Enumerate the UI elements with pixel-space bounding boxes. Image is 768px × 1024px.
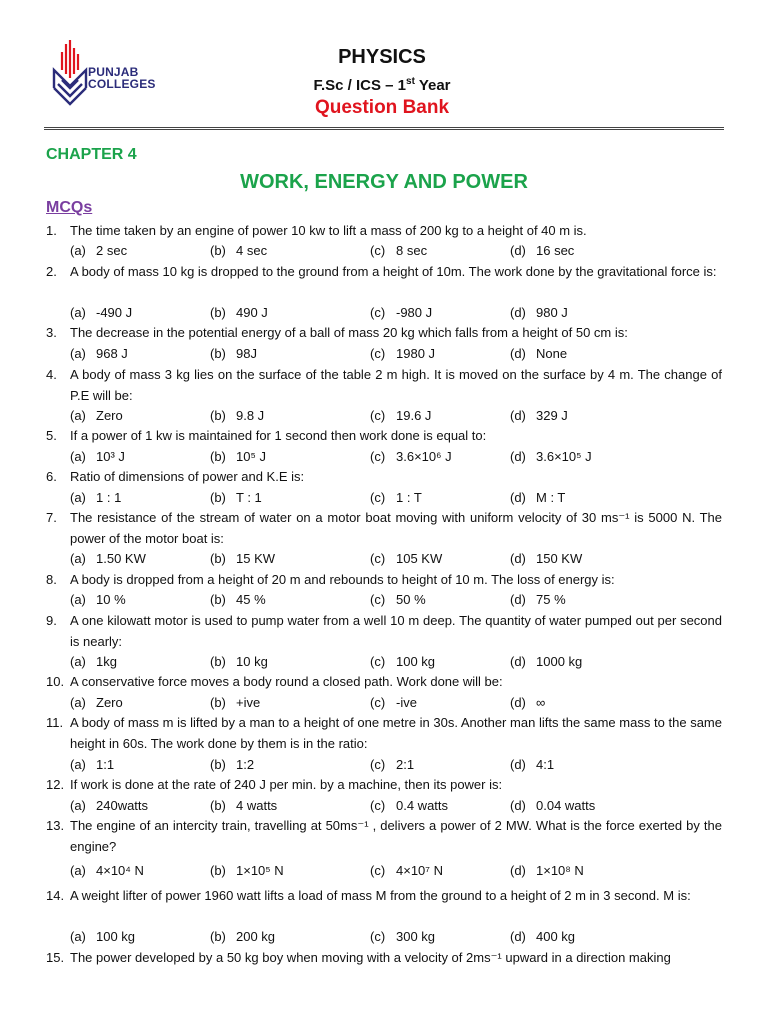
question-number: 15. <box>46 950 65 965</box>
option-value: 3.6×10⁶ J <box>396 449 452 464</box>
question-7 <box>46 507 722 549</box>
option-a <box>70 651 117 672</box>
option-c <box>370 343 435 364</box>
options-row <box>70 548 630 569</box>
options-row <box>70 343 630 364</box>
question-number: 11. <box>46 715 64 730</box>
option-c <box>370 302 432 323</box>
option-d <box>510 302 568 323</box>
option-label: (c) <box>370 798 386 813</box>
option-value: 50 % <box>396 592 426 607</box>
option-label: (b) <box>210 449 226 464</box>
option-value: 200 kg <box>236 929 276 944</box>
option-b <box>210 926 275 947</box>
option-value: 3.6×10⁵ J <box>536 449 592 464</box>
chapter-label: CHAPTER 4 <box>46 146 137 163</box>
question-5 <box>46 425 722 446</box>
option-label: (d) <box>510 654 526 669</box>
options-row <box>70 446 630 467</box>
option-label: (d) <box>510 346 526 361</box>
option-d <box>510 548 582 569</box>
question-15 <box>46 947 722 968</box>
question-12 <box>46 774 722 795</box>
question-4 <box>46 364 722 406</box>
option-d <box>510 860 584 881</box>
option-label: (d) <box>510 408 526 423</box>
option-label: (b) <box>210 346 226 361</box>
option-b <box>210 487 262 508</box>
option-label: (c) <box>370 654 386 669</box>
option-value: 4 watts <box>236 798 278 813</box>
option-value: 968 J <box>96 346 128 361</box>
options-row <box>70 651 630 672</box>
option-c <box>370 446 452 467</box>
option-value: 4:1 <box>536 757 555 772</box>
option-d <box>510 240 574 261</box>
question-text: If work is done at the rate of 240 J per min. by a machine, then its power is: <box>70 777 503 792</box>
option-value: -490 J <box>96 305 133 320</box>
option-value: 1 : T <box>396 490 422 505</box>
question-number: 14. <box>46 888 65 903</box>
option-label: (b) <box>210 551 226 566</box>
option-label: (c) <box>370 408 386 423</box>
option-b <box>210 860 284 881</box>
option-label: (d) <box>510 695 526 710</box>
option-a <box>70 754 114 775</box>
options-row <box>70 240 630 261</box>
option-value: 100 kg <box>396 654 436 669</box>
option-value: 0.04 watts <box>536 798 596 813</box>
header-divider <box>44 127 724 132</box>
option-value: 400 kg <box>536 929 576 944</box>
option-b <box>210 692 260 713</box>
option-value: 300 kg <box>396 929 436 944</box>
option-value: 2:1 <box>396 757 415 772</box>
option-value: -ive <box>396 695 417 710</box>
option-a <box>70 487 121 508</box>
option-d <box>510 405 568 426</box>
option-label: (a) <box>70 305 86 320</box>
option-value: T : 1 <box>236 490 262 505</box>
question-text: The resistance of the stream of water on a motor boat moving with uniform velocity of 30 ms⁻¹ is 5000 N. The power of the motor boat is: <box>70 510 722 546</box>
options-row <box>70 302 630 323</box>
option-d <box>510 589 566 610</box>
option-value: 980 J <box>536 305 568 320</box>
option-c <box>370 795 448 816</box>
option-value: 1:2 <box>236 757 255 772</box>
options-row <box>70 487 630 508</box>
question-8 <box>46 569 722 590</box>
option-label: (b) <box>210 490 226 505</box>
question-6 <box>46 466 722 487</box>
option-label: (a) <box>70 654 86 669</box>
option-value: Zero <box>96 695 123 710</box>
options-row <box>70 754 630 775</box>
option-label: (d) <box>510 929 526 944</box>
question-text: A body is dropped from a height of 20 m and rebounds to height of 10 m. The loss of energy is: <box>70 572 615 587</box>
option-value: 45 % <box>236 592 266 607</box>
option-b <box>210 302 268 323</box>
question-11 <box>46 712 722 754</box>
option-label: (b) <box>210 592 226 607</box>
option-value: 10 kg <box>236 654 268 669</box>
option-value: 1kg <box>96 654 117 669</box>
option-label: (b) <box>210 305 226 320</box>
option-value: 1 : 1 <box>96 490 122 505</box>
question-number: 13. <box>46 818 65 833</box>
option-a <box>70 302 132 323</box>
class-suffix: Year <box>414 77 451 94</box>
option-value: 2 sec <box>96 243 128 258</box>
logo-line2: COLLEGES <box>88 77 156 91</box>
option-label: (a) <box>70 592 86 607</box>
options-row <box>70 589 630 610</box>
option-value: 19.6 J <box>396 408 432 423</box>
options-row <box>70 860 630 881</box>
question-13 <box>46 815 722 857</box>
option-d <box>510 795 595 816</box>
option-value: 8 sec <box>396 243 428 258</box>
option-value: 0.4 watts <box>396 798 449 813</box>
option-label: (c) <box>370 929 386 944</box>
option-d <box>510 343 567 364</box>
option-value: 1×10⁸ N <box>536 863 584 878</box>
option-label: (b) <box>210 757 226 772</box>
option-c <box>370 487 422 508</box>
question-3 <box>46 322 722 343</box>
option-label: (a) <box>70 490 86 505</box>
option-label: (d) <box>510 305 526 320</box>
question-text: A body of mass 3 kg lies on the surface of the table 2 m high. It is moved on the surface by 4 m. The change of P.E will be: <box>70 367 722 403</box>
option-b <box>210 795 277 816</box>
option-label: (a) <box>70 346 86 361</box>
question-number: 6. <box>46 469 57 484</box>
question-number: 10. <box>46 674 65 689</box>
option-value: M : T <box>536 490 566 505</box>
option-b <box>210 446 266 467</box>
option-label: (c) <box>370 243 386 258</box>
option-c <box>370 754 414 775</box>
option-label: (b) <box>210 863 226 878</box>
question-text: The engine of an intercity train, travelling at 50ms⁻¹ , delivers a power of 2 MW. What is the force exerted by the engine? <box>70 818 722 854</box>
option-label: (d) <box>510 592 526 607</box>
option-a <box>70 446 125 467</box>
question-number: 2. <box>46 264 57 279</box>
option-value: 4×10⁴ N <box>96 863 144 878</box>
option-b <box>210 343 257 364</box>
option-a <box>70 692 123 713</box>
option-b <box>210 589 266 610</box>
question-number: 4. <box>46 367 57 382</box>
option-c <box>370 926 435 947</box>
question-number: 8. <box>46 572 57 587</box>
question-14 <box>46 885 722 906</box>
option-value: 75 % <box>536 592 566 607</box>
option-b <box>210 651 268 672</box>
option-c <box>370 692 417 713</box>
option-value: ∞ <box>536 695 546 710</box>
question-9 <box>46 610 722 652</box>
question-text: The power developed by a 50 kg boy when moving with a velocity of 2ms⁻¹ upward in a direction making <box>70 950 671 965</box>
option-label: (a) <box>70 695 86 710</box>
option-label: (b) <box>210 408 226 423</box>
question-2 <box>46 261 722 282</box>
options-row <box>70 405 630 426</box>
option-value: 9.8 J <box>236 408 265 423</box>
option-value: 240watts <box>96 798 149 813</box>
option-label: (b) <box>210 695 226 710</box>
topic-title: WORK, ENERGY AND POWER <box>240 171 528 193</box>
option-value: 98J <box>236 346 257 361</box>
option-label: (b) <box>210 798 226 813</box>
option-c <box>370 548 442 569</box>
question-text: Ratio of dimensions of power and K.E is: <box>70 469 305 484</box>
option-label: (a) <box>70 551 86 566</box>
option-value: 329 J <box>536 408 568 423</box>
subject-title: PHYSICS <box>338 46 426 68</box>
options-row <box>70 926 630 947</box>
option-value: 490 J <box>236 305 268 320</box>
option-label: (a) <box>70 757 86 772</box>
option-a <box>70 795 148 816</box>
option-b <box>210 754 254 775</box>
option-label: (d) <box>510 798 526 813</box>
option-c <box>370 240 427 261</box>
option-value: 10⁵ J <box>236 449 266 464</box>
question-text: A weight lifter of power 1960 watt lifts a load of mass M from the ground to a height of 2 m in 3 second. M is: <box>70 888 691 903</box>
option-c <box>370 860 443 881</box>
option-label: (c) <box>370 695 386 710</box>
option-value: 4×10⁷ N <box>396 863 443 878</box>
option-label: (c) <box>370 551 386 566</box>
options-row <box>70 795 630 816</box>
option-value: Zero <box>96 408 123 423</box>
option-label: (d) <box>510 757 526 772</box>
option-label: (a) <box>70 243 86 258</box>
option-value: 1980 J <box>396 346 436 361</box>
option-label: (c) <box>370 757 386 772</box>
option-d <box>510 926 575 947</box>
option-value: 100 kg <box>96 929 136 944</box>
option-label: (b) <box>210 243 226 258</box>
logo-line1: PUNJAB <box>88 65 139 79</box>
option-value: 1000 kg <box>536 654 583 669</box>
option-value: 105 KW <box>396 551 443 566</box>
option-value: 15 KW <box>236 551 276 566</box>
question-number: 1. <box>46 223 57 238</box>
option-label: (d) <box>510 449 526 464</box>
class-prefix: F.Sc / ICS – 1 <box>313 77 407 94</box>
option-value: 1.50 KW <box>96 551 146 566</box>
question-bank-title: Question Bank <box>314 97 450 118</box>
question-number: 12. <box>46 777 65 792</box>
option-label: (c) <box>370 863 386 878</box>
question-text: The decrease in the potential energy of a ball of mass 20 kg which falls from a height of 50 cm is: <box>70 325 628 340</box>
option-value: 1×10⁵ N <box>236 863 284 878</box>
option-d <box>510 487 565 508</box>
option-label: (c) <box>370 449 386 464</box>
option-label: (c) <box>370 346 386 361</box>
question-number: 3. <box>46 325 57 340</box>
section-heading: MCQs <box>46 199 93 216</box>
option-a <box>70 240 127 261</box>
option-label: (a) <box>70 863 86 878</box>
option-label: (d) <box>510 551 526 566</box>
option-c <box>370 589 426 610</box>
question-text: If a power of 1 kw is maintained for 1 second then work done is equal to: <box>70 428 487 443</box>
option-d <box>510 446 592 467</box>
option-label: (d) <box>510 243 526 258</box>
option-value: +ive <box>236 695 261 710</box>
option-value: 10³ J <box>96 449 125 464</box>
option-value: -980 J <box>396 305 433 320</box>
option-value: 1:1 <box>96 757 115 772</box>
option-label: (a) <box>70 449 86 464</box>
question-1 <box>46 220 722 241</box>
option-label: (b) <box>210 654 226 669</box>
option-label: (c) <box>370 592 386 607</box>
option-a <box>70 926 135 947</box>
option-label: (c) <box>370 490 386 505</box>
option-value: 4 sec <box>236 243 268 258</box>
option-a <box>70 589 126 610</box>
question-text: A one kilowatt motor is used to pump water from a well 10 m deep. The quantity of water pumped out per second is nearly: <box>70 613 722 649</box>
option-label: (a) <box>70 408 86 423</box>
options-row <box>70 692 630 713</box>
option-a <box>70 860 144 881</box>
option-label: (b) <box>210 929 226 944</box>
option-label: (a) <box>70 798 86 813</box>
option-d <box>510 692 545 713</box>
option-a <box>70 343 128 364</box>
question-text: A body of mass m is lifted by a man to a height of one metre in 30s. Another man lifts the same mass to the same height in 60s. The work done by them is in the ratio: <box>70 715 722 751</box>
option-a <box>70 548 146 569</box>
option-a <box>70 405 123 426</box>
question-10 <box>46 671 722 692</box>
option-label: (d) <box>510 490 526 505</box>
option-b <box>210 548 275 569</box>
option-label: (d) <box>510 863 526 878</box>
option-c <box>370 651 435 672</box>
question-text: A conservative force moves a body round a closed path. Work done will be: <box>70 674 503 689</box>
question-text: A body of mass 10 kg is dropped to the ground from a height of 10m. The work done by the gravitational force is: <box>70 264 717 279</box>
question-number: 5. <box>46 428 57 443</box>
option-value: 16 sec <box>536 243 575 258</box>
question-text: The time taken by an engine of power 10 kw to lift a mass of 200 kg to a height of 40 m is. <box>70 223 587 238</box>
option-d <box>510 651 582 672</box>
option-value: 10 % <box>96 592 126 607</box>
option-label: (c) <box>370 305 386 320</box>
option-value: None <box>536 346 568 361</box>
option-c <box>370 405 431 426</box>
question-number: 7. <box>46 510 57 525</box>
option-b <box>210 240 267 261</box>
question-number: 9. <box>46 613 57 628</box>
option-b <box>210 405 264 426</box>
option-label: (a) <box>70 929 86 944</box>
class-line <box>0 76 766 94</box>
option-d <box>510 754 554 775</box>
class-sup: st <box>406 76 415 87</box>
option-value: 150 KW <box>536 551 583 566</box>
